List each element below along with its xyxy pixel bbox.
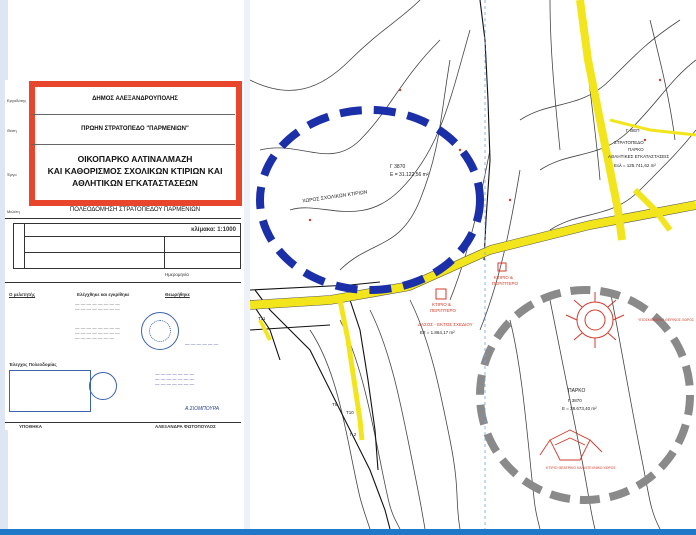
label-client: Εργοδότης — [7, 98, 27, 103]
map-drawing — [250, 0, 696, 529]
park-plot-label: Γ 3870 — [568, 398, 582, 403]
contour-lines — [250, 0, 696, 529]
official-stamp-inner — [149, 320, 171, 342]
handwritten-note: — — — — — — — — — — — — — — — — — — — — — — [155, 372, 195, 387]
kiosk-label-2: ΠΕΡΙΠΤΕΡΟ — [430, 308, 457, 313]
school-plot-label: Γ 3870 — [390, 164, 406, 170]
label-site: Θέση — [7, 128, 17, 133]
approved-label: Θεωρήθηκε — [165, 292, 190, 297]
designer-label: Ο μελετητής — [9, 292, 36, 297]
date-label: Ημερομηνία — [165, 272, 189, 277]
sports-area-label: Εολ = 125.741,62 m² — [614, 163, 656, 168]
round-stamp — [89, 372, 117, 400]
school-area-label: Ε = 31.122,56 m² — [390, 172, 429, 178]
checked-label: Ελέγχθηκε και εγκρίθηκε — [77, 292, 130, 297]
office-label: Έλεγχος Πολεοδομίας — [9, 362, 57, 367]
t10-label: Τ10 — [346, 410, 354, 415]
theatre-building — [566, 292, 624, 348]
school-zone-circle — [260, 110, 480, 290]
cadastral-map — [250, 0, 696, 529]
forest-area-label: Ε2 = 1.864,17 m² — [420, 330, 455, 335]
title-block — [5, 80, 241, 430]
school-zone-label: ΧΩΡΟΣ ΣΧΟΛΙΚΩΝ ΚΤΙΡΙΩΝ — [301, 189, 368, 205]
bottom-right-label: ΑΛΕΞΑΝΔΡΑ ΦΩΤΟΠΟΥΛΟΣ — [155, 424, 216, 429]
scale: κλίμακα: 1:1000 — [191, 227, 236, 233]
gamma2-label: Γ 2 — [350, 432, 357, 437]
kiosk-b-label-2: ΠΕΡΙΠΤΕΡΟ — [492, 281, 519, 286]
parking-label: ΥΠΟΣΚΙΩΜΕΝΟ ΘΕΡΙΝΟΣ ΧΩΡΟΣ — [638, 318, 695, 322]
project-line-2: ΚΑΙ ΚΑΘΟΡΙΣΜΟΣ ΣΧΟΛΙΚΩΝ ΚΤΙΡΙΩΝ ΚΑΙ — [47, 166, 223, 176]
t11-label: Τ11 — [258, 316, 266, 321]
sports-zone-label-2: ΠΑΡΚΟ — [628, 147, 644, 152]
park-area-label: Ε = 38.673,40 m² — [562, 406, 597, 411]
project-line-3: ΑΘΛΗΤΙΚΩΝ ΕΓΚΑΤΑΣΤΑΣΕΩΝ — [72, 178, 198, 188]
project-line-1: ΟΙΚΟΠΑΡΚΟ ΑΛΤΙΝΑΛΜΑΖΗ — [77, 154, 193, 164]
bottom-left-label: ΥΠΟΘΗΚΑ — [19, 424, 43, 429]
checked-text-2: — — — — — — — — — — — — — — — — — — — — — — — — [75, 326, 120, 341]
kiosk-b-label-1: ΚΤΙΡΙΟ & — [494, 275, 514, 280]
approver-text: — — — — — — — [185, 342, 219, 347]
label-project: Έργο — [7, 172, 17, 177]
checked-text: — — — — — — — — — — — — — — — — — [75, 302, 120, 312]
forest-label: ΔΑΣΟΣ - ΕΚΤΟΣ ΣΧΕΔΙΟΥ — [418, 322, 473, 327]
sports-plot-label: Γ ΘΕΠ — [626, 128, 640, 133]
kiosk-label-1: ΚΤΙΡΙΟ & — [432, 302, 452, 307]
bottom-bar — [0, 529, 696, 535]
park-label: ΠΑΡΚΟ — [568, 388, 586, 394]
theatre-label: ΚΤΙΡΙΟ ΘΕΑΤΡΙΚΟ ΚΑΛΛΙΤΕΧΝΙΚΟ ΧΩΡΟΣ — [546, 466, 616, 470]
cultural-building — [540, 430, 602, 460]
label-subject: Μελέτη — [7, 209, 20, 214]
municipality: ΔΗΜΟΣ ΑΛΕΞΑΝΔΡΟΥΠΟΛΗΣ — [92, 96, 178, 102]
scale-box — [13, 223, 241, 269]
signature: Α.ΣΙΟΜΠΟΥΡΑ — [185, 406, 220, 412]
sports-zone-label-1: ΣΤΡΑΤΟΠΕΔΟ — [614, 140, 644, 145]
sports-zone-label-3: ΑΘΛΗΤΙΚΕΣ ΕΓΚΑΤΑΣΤΑΣΕΙΣ — [608, 154, 670, 159]
site-name: ΠΡΩΗΝ ΣΤΡΑΤΟΠΕΔΟ "ΠΑΡΜΕΝΙΩΝ" — [81, 126, 189, 132]
office-stamp — [9, 370, 91, 412]
t9-label: Τ9 — [332, 402, 338, 407]
roads — [250, 0, 696, 440]
subject: ΠΟΛΕΟΔΟΜΗΣΗ ΣΤΡΑΤΟΠΕΔΟΥ ΠΑΡΜΕΝΙΩΝ — [69, 207, 201, 213]
